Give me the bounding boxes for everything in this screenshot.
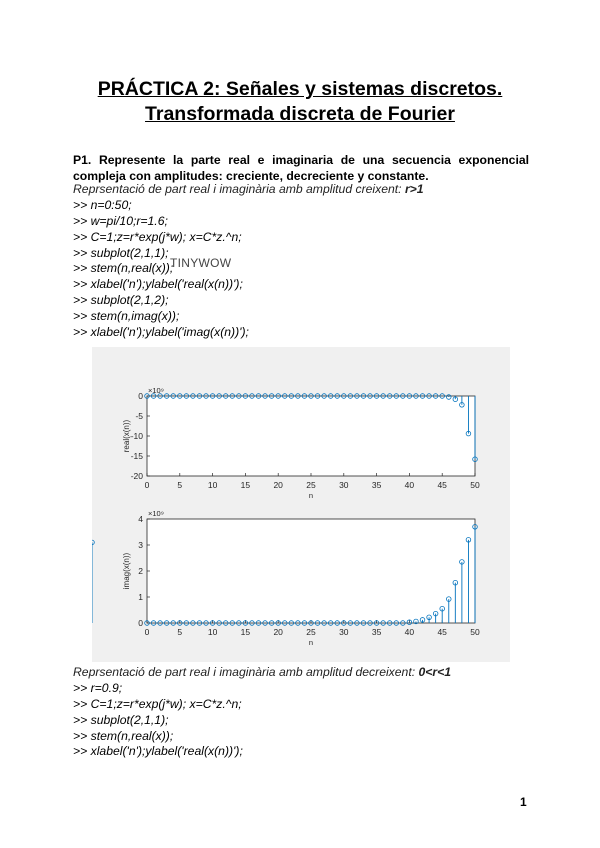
x-tick-label: 5 (177, 627, 183, 637)
code-line: >> r=0.9; (73, 680, 123, 695)
note-condition: 0<r<1 (418, 665, 452, 679)
y-tick-label: 1 (138, 592, 143, 602)
y-tick-label: -5 (135, 411, 143, 421)
code-line: >> w=pi/10;r=1.6; (73, 213, 168, 228)
y-tick-label: 4 (138, 514, 143, 524)
y-tick-label: 2 (138, 566, 143, 576)
y-axis-label: real(x(n)) (122, 419, 131, 453)
x-tick-label: 25 (306, 627, 316, 637)
y-tick-label: -15 (130, 451, 143, 461)
x-tick-label: 5 (177, 480, 183, 490)
y-tick-label: 0 (138, 391, 143, 401)
code-line: >> subplot(2,1,1); (73, 712, 169, 727)
x-tick-label: 30 (339, 480, 349, 490)
axis-exponent: ×10⁹ (148, 386, 164, 395)
page-title-line-2: Transformada discreta de Fourier (145, 103, 455, 125)
subplot-2 (92, 509, 480, 647)
x-tick-label: 35 (371, 627, 382, 637)
x-tick-label: 45 (437, 480, 447, 490)
x-tick-label: 0 (144, 627, 150, 637)
code-line: >> C=1;z=r*exp(j*w); x=C*z.^n; (73, 229, 242, 244)
section-decaying-amplitude (73, 665, 543, 760)
watermark: TINYWOW (170, 256, 232, 270)
x-tick-label: 20 (273, 627, 283, 637)
y-tick-label: -10 (130, 431, 143, 441)
code-line: >> stem(n,imag(x)); (73, 309, 180, 324)
x-tick-label: 10 (207, 627, 218, 637)
x-tick-label: 45 (437, 627, 447, 637)
x-tick-label: 40 (404, 627, 415, 637)
x-tick-label: 0 (144, 480, 150, 490)
section-note (73, 665, 543, 681)
x-tick-label: 30 (339, 627, 349, 637)
code-line: >> n=0:50; (73, 197, 132, 212)
axis-exponent: ×10⁹ (148, 509, 164, 518)
code-line: >> xlabel('n');ylabel('real(x(n))'); (73, 277, 243, 292)
note-text: Reprsentació de part real i imaginària amb amplitud creixent: (73, 182, 405, 196)
axes-box (147, 396, 475, 476)
code-line: >> xlabel('n');ylabel('imag(x(n))'); (73, 325, 249, 340)
x-tick-label: 50 (470, 480, 480, 490)
x-tick-label: 15 (240, 627, 251, 637)
y-tick-label: 0 (138, 618, 143, 628)
code-line: >> subplot(2,1,1); (73, 245, 169, 260)
code-line: >> xlabel('n');ylabel('real(x(n))'); (73, 744, 243, 759)
x-tick-label: 10 (207, 480, 218, 490)
matlab-figure (92, 347, 510, 662)
x-tick-label: 15 (240, 480, 251, 490)
page-number: 1 (520, 795, 527, 809)
note-text: Reprsentació de part real i imaginària amb amplitud decreixent: (73, 665, 419, 679)
code-line: >> subplot(2,1,2); (73, 293, 169, 308)
page-title-line-1: PRÁCTICA 2: Señales y sistemas discretos. (97, 78, 503, 100)
exercise-heading: P1. Represente la parte real e imaginaria de una secuencia exponencial compleja con amplitudes: creciente, decreciente y constante. (73, 153, 529, 183)
code-line: >> C=1;z=r*exp(j*w); x=C*z.^n; (73, 696, 242, 711)
code-line: >> stem(n,real(x)); (73, 728, 174, 743)
subplot-1 (122, 386, 480, 500)
y-axis-label: imag(x(n)) (122, 552, 131, 590)
x-axis-label: n (308, 638, 314, 647)
x-axis-label: n (308, 491, 314, 500)
y-tick-label: -20 (130, 471, 143, 481)
y-tick-label: 3 (138, 540, 143, 550)
axes-box (147, 519, 475, 623)
x-tick-label: 25 (306, 480, 316, 490)
x-tick-label: 35 (371, 480, 382, 490)
code-line: >> stem(n,real(x)); (73, 261, 174, 276)
section-note (73, 182, 543, 198)
x-tick-label: 50 (470, 627, 480, 637)
x-tick-label: 40 (404, 480, 415, 490)
stem-plots (92, 347, 510, 662)
note-condition: r>1 (404, 182, 424, 196)
x-tick-label: 20 (273, 480, 283, 490)
section-growing-amplitude (73, 182, 543, 341)
